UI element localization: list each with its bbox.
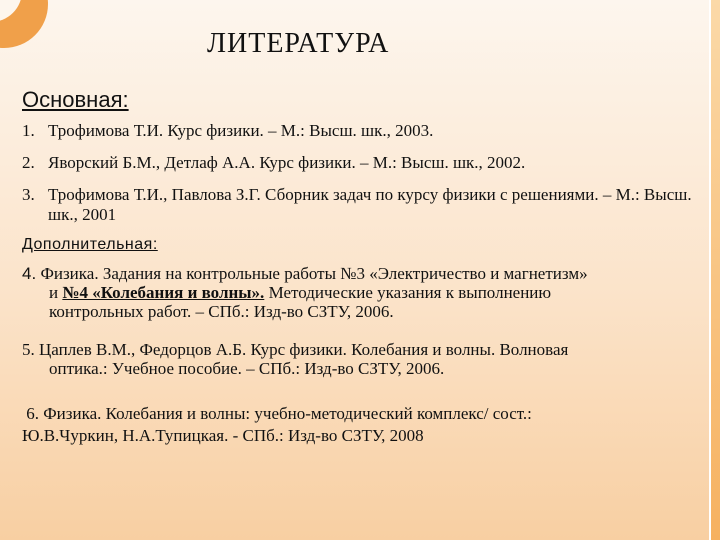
basic-section-heading: Основная: [22,87,129,112]
extra-section-heading: Дополнительная: [22,236,158,253]
extra-item-4 [22,264,702,321]
item6-line1: 6. Физика. Колебания и волны: учебно-методический комплекс/ сост.: [22,404,532,423]
page-title: ЛИТЕРАТУРА [207,28,390,59]
list-item [22,121,702,141]
item4-line2 [22,283,702,302]
item4-bold-title: №4 «Колебания и волны». [62,283,265,302]
item4-line3: контрольных работ. – СПб.: Изд-во СЗТУ, 2006. [49,302,394,321]
item6-line2: Ю.В.Чуркин, Н.А.Тупицкая. - СПб.: Изд-во СЗТУ, 2008 [22,426,424,445]
extra-item-5 [22,340,702,378]
right-border-bar [711,0,720,540]
list-item-number: 3. [22,185,35,204]
list-item [22,153,702,173]
item4-part1: Физика. Задания на контрольные работы №3 «Электричество и магнетизм» [36,264,588,283]
list-item-text: Трофимова Т.И. Курс физики. – М.: Высш. шк., 2003. [48,121,434,140]
basic-literature-list [22,121,702,237]
item4-number: 4. [22,264,37,283]
item4-line1 [22,264,702,283]
list-item-text: Яворский Б.М., Детлаф А.А. Курс физики. – М.: Высш. шк., 2002. [48,153,526,172]
extra-item-6 [22,403,702,447]
item4-part2: и [49,283,63,302]
item5-line2: оптика.: Учебное пособие. – СПб.: Изд-во СЗТУ, 2006. [49,359,445,378]
list-item-number: 2. [22,153,35,172]
item5-line1: 5. Цаплев В.М., Федорцов А.Б. Курс физики. Колебания и волны. Волновая [22,340,569,359]
item4-part3: Методические указания к выполнению [264,283,552,302]
list-item [22,185,702,225]
list-item-text: Трофимова Т.И., Павлова З.Г. Сборник задач по курсу физики с решениями. – М.: Высш. шк., 2001 [48,185,692,224]
list-item-number: 1. [22,121,35,140]
